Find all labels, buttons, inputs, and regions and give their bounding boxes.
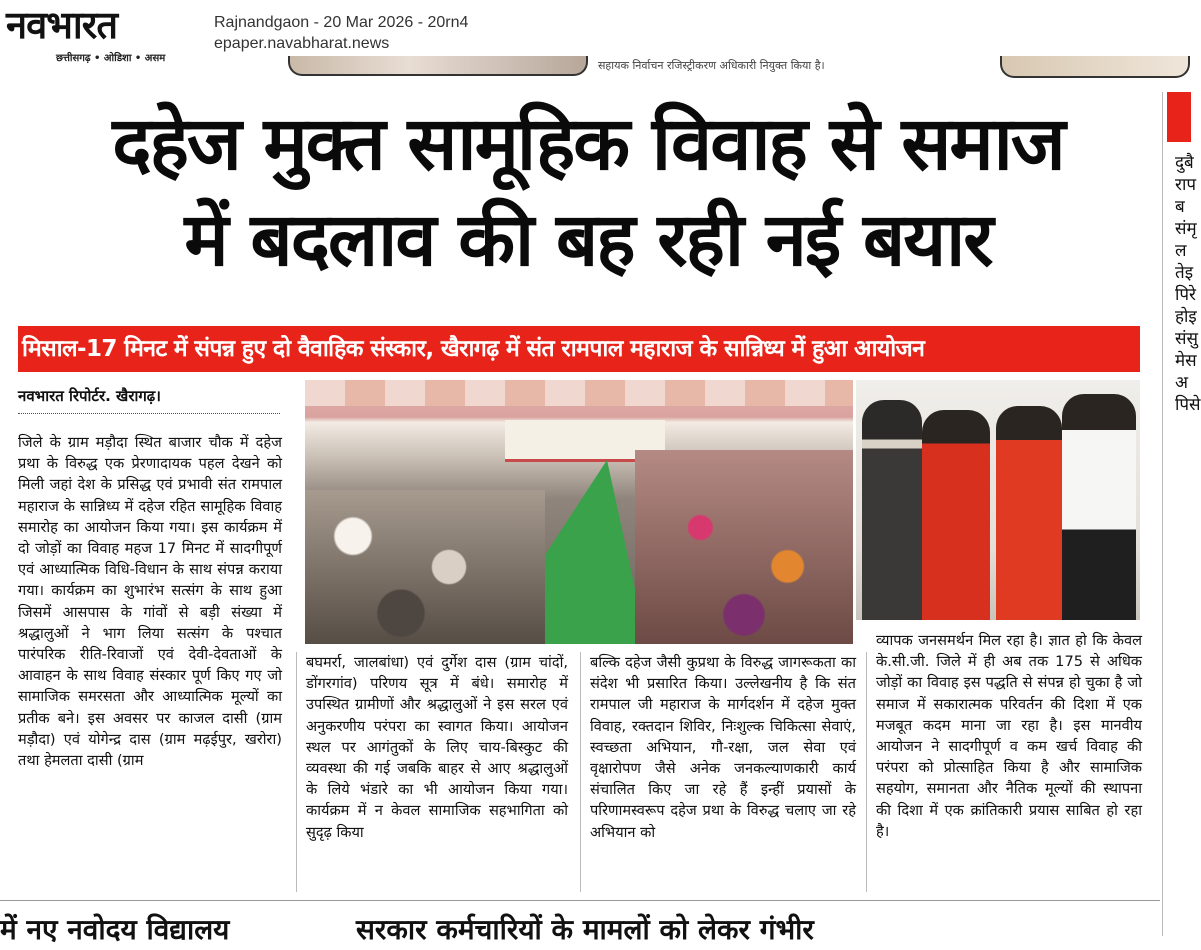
article-headline xyxy=(18,96,1158,288)
logo-text: नवभारत xyxy=(6,3,117,47)
adjacent-column-text: दुबैरापबसंमृलतेइपिरेहोइसंसुमेसअपिसे xyxy=(1175,153,1201,415)
article-column-2: बघमर्रा, जालबांधा) एवं दुर्गेश दास (ग्राम चांदों, डोंगरगांव) परिणय सूत्र में बंधे। समारोह में उपस्थित ग्रामीणों और श्रद्धालुओं ने इस सरल एवं अनुकरणीय परंपरा का स्वागत किया। आयोजन स्थल पर आगंतुकों के लिए चाय-बिस्कुट की व्यवस्था की गई जबकि बाहर से आए श्रद्धालुओं के लिये भंडारे का भी आयोजन किया गया। कार्यक्रम में न केवल सामाजिक सहभागिता को सुदृढ़ किया xyxy=(306,654,568,841)
top-photo-strip xyxy=(288,56,588,76)
column-divider xyxy=(866,652,867,892)
logo-subtitle: छत्तीसगढ़ • ओडिशा • असम xyxy=(56,53,166,64)
couples-photo xyxy=(856,380,1140,620)
crowd-photo xyxy=(305,380,853,644)
article-deck-banner: मिसाल-17 मिनट में संपन्न हुए दो वैवाहिक संस्कार, खैरागढ़ में संत रामपाल महाराज के सान्निध्य में हुआ आयोजन xyxy=(18,326,1140,372)
teaser-headline-right: सरकार कर्मचारियों के मामलों को लेकर गंभीर xyxy=(356,913,814,946)
adjacent-red-block xyxy=(1167,92,1191,142)
crowd-left xyxy=(305,490,545,644)
bride-2 xyxy=(996,406,1062,620)
top-photo-strip-right xyxy=(1000,56,1190,78)
column-divider xyxy=(296,652,297,892)
article-column-3: बल्कि दहेज जैसी कुप्रथा के विरुद्ध जागरूकता का संदेश भी प्रसारित किया। उल्लेखनीय है कि संत रामपाल जी महाराज के मार्गदर्शन में दहेज मुक्त विवाह, रक्तदान शिविर, निःशुल्क चिकित्सा सेवाएं, स्वच्छता अभियान, गौ-रक्षा, जल सेवा एवं वृक्षारोपण जैसे अनेक जनकल्याणकारी कार्य संचालित किए जा रहे हैं इन्हीं प्रयासों के परिणामस्वरूप दहेज प्रथा के विरुद्ध चलाए जा रहे अभियान को xyxy=(590,654,856,841)
article-column-1: जिले के ग्राम मड़ौदा स्थित बाजार चौक में दहेज प्रथा के विरुद्ध एक प्रेरणादायक पहल देखने को मिली जहां देश के प्रसिद्ध एवं प्रभावी संत रामपाल महाराज के सान्निध्य में दहेज रहित सामूहिक विवाह समारोह का आयोजन किया गया। इस कार्यक्रम में दो जोड़ों का विवाह महज 17 मिनट में सादगीपूर्ण एवं आध्यात्मिक विधि-विधान के साथ संपन्न कराया गया। कार्यक्रम का शुभारंभ सत्संग के साथ हुआ जिसमें आसपास के गांवों से बड़ी संख्या में श्रद्धालुओं ने भाग लिया सत्संग के पश्चात पारंपरिक रीति-रिवाजों एवं देवी-देवताओं के आवाहन के साथ विवाह संस्कार पूर्ण किए गए जो सामाजिक समरसता और आध्यात्मिक मूल्यों का प्रतीक बने। इस अवसर पर काजल दासी (ग्राम मड़ौदा) एवं योगेन्द्र दास (ग्राम मढ़ईपुर, खरोरा) तथा हेमलता दासी (ग्राम xyxy=(18,434,282,770)
adjacent-column xyxy=(1162,92,1201,936)
edition-line: Rajnandgaon - 20 Mar 2026 - 20rn4 xyxy=(214,14,469,31)
byline-divider xyxy=(18,413,280,414)
crowd-right xyxy=(635,450,853,644)
headline-line-1: दहेज मुक्त सामूहिक विवाह से समाज xyxy=(112,101,1064,187)
bride-1 xyxy=(922,410,990,620)
column-divider xyxy=(580,652,581,892)
teaser-headline-left: में नए नवोदय विद्यालय xyxy=(0,913,230,946)
top-strip-caption: सहायक निर्वाचन रजिस्ट्रीकरण अधिकारी नियुक्त किया है। xyxy=(598,59,825,72)
headline-line-2: में बदलाव की बह रही नई बयार xyxy=(184,197,992,283)
bottom-divider xyxy=(0,900,1160,901)
article-column-4: व्यापक जनसमर्थन मिल रहा है। ज्ञात हो कि केवल के.सी.जी. जिले में ही अब तक 175 से अधिक जोड़ों का विवाह इस पद्धति से संपन्न हो चुका है जो समाज में सकारात्मक परिवर्तन की दिशा में एक मजबूत कदम माना जा रहा है। इस मानवीय आयोजन ने सादगीपूर्ण व कम खर्च विवाह की परंपरा को प्रोत्साहित किया है और सामाजिक सहयोग, समानता और नैतिक मूल्यों की स्थापना की दिशा में एक क्रांतिकारी प्रयास साबित हो रहा है। xyxy=(876,632,1142,840)
newspaper-logo xyxy=(6,2,196,64)
article-byline: नवभारत रिपोर्टर. खैरागढ़। xyxy=(18,387,161,405)
tent-canopy xyxy=(305,380,853,406)
masthead xyxy=(0,0,1190,78)
groom-2 xyxy=(1062,394,1136,620)
site-link[interactable]: epaper.navabharat.news xyxy=(214,35,390,52)
groom-1 xyxy=(862,400,922,620)
edition-info xyxy=(214,12,468,54)
